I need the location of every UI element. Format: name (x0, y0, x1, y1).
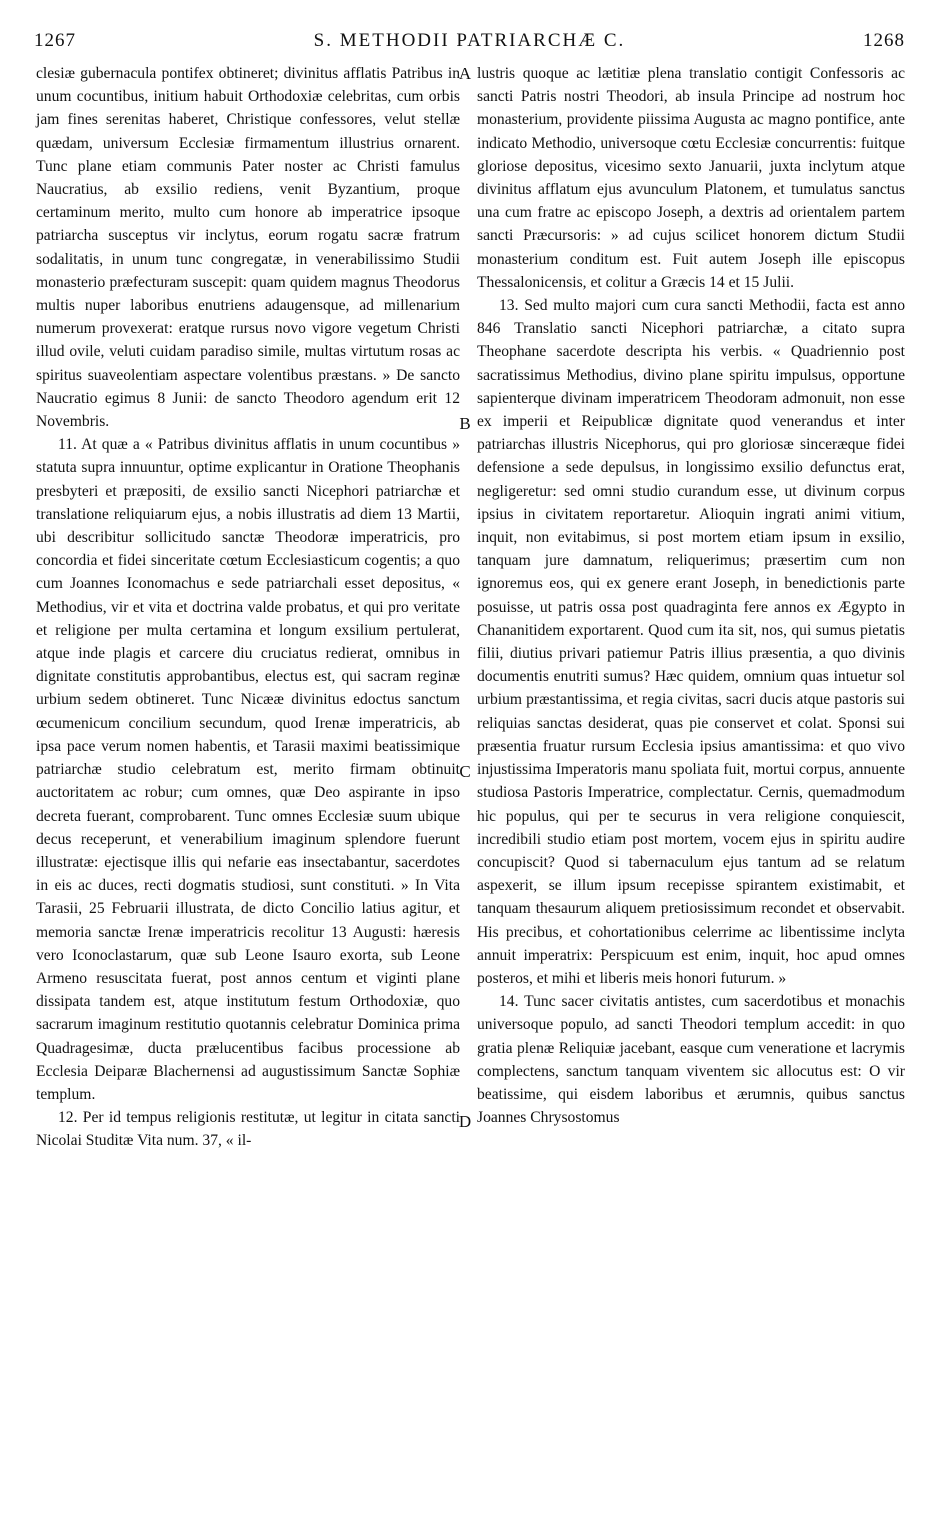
page-header (34, 30, 905, 58)
paragraph: 11. At quæ a « Patribus divinitus afflatis in unum cocuntibus » statuta supra innuuntur, optime explicantur in Oratione Theophanis presbyteri et præpositi, de exsilio sancti Nicephori patriarchæ et translatione reliquiarum ejus, a nobis illustratis ad diem 13 Martii, ubi describitur sollicitudo sanctæ Theodoræ imperatricis, pro concordia et fidei sinceritate cœtum Ecclesiasticum cogentis; a quo cum Joannes Iconomachus e sede patriarchali esset depositus, « Methodius, vir et vita et doctrina valde probatus, et qui pro veritate et religione per multa certamina et longum exsilium pertulerat, atque inde plagis et carcere diu cruciatus redierat, omnibus in dignitate constitutis approbantibus, electus est, qui sacram reginæ urbium sedem obtineret. Tunc Nicææ divinitus edoctus sanctum œcumenicum concilium secundum, quod Irenæ imperatricis, ab ipsa pace verum nomen habentis, et Tarasii maximi beatissimique patriarchæ studio celebratum est, merito firmam obtinuit auctoritatem ac robur; cum omnes, quæ Deo aspirante in ipso decreta fuerant, comprobarent. Tunc omnes Ecclesiæ suum ubique decus receperunt, et venerabilium imaginum splendore fuerunt illustratæ: ejectisque illis qui nefarie eas insectabantur, sacerdotes in eis ac duces, recti dogmatis studiosi, sunt constituti. » In Vita Tarasii, 25 Februarii illustrata, de dicto Concilio latius agitur, et memoria sanctæ Irenæ imperatricis recolitur 13 Augusti: hæresis vero Iconoclastarum, quæ sub Leone Isauro exorta, sub Leone Armeno resuscitata fuerat, post annos centum et viginti plane dissipata tandem est, atque institutum festum Orthodoxiæ, quo sacrarum imaginum restitutio quotannis celebratur Dominica prima Quadragesimæ, ducta prælucentibus facibus processione ab Ecclesia Deiparæ Blachernensi ad augustissimum Sanctæ Sophiæ templum. (36, 436, 460, 1103)
section-marker-b: B (459, 414, 471, 433)
section-marker-d: D (458, 1112, 472, 1131)
paragraph: lustris quoque ac lætitiæ plena translatio contigit Confessoris ac sancti Patris nostri Theodori, ab insula Principe ad nostrum hoc monasterium, providente piissima Augusta ac magno pontifice, ante indicato Methodio, universoque cœtu Ecclesiæ concurrentis: fuitque gloriose depositus, vicesimo sexto Januarii, juxta inclytum atque divinitus afflatum ejus avunculum Platonem, et tumulatus sanctus una cum fratre ac episcopo Joseph, a dextris ad orientalem partem sancti Præcursoris: » ad cujus scilicet honorem dictum Studii monasterium conditum est. Fuit autem Joseph ille episcopus Thessalonicensis, et colitur a Græcis 14 et 15 Julii. (477, 65, 905, 291)
paragraph: 13. Sed multo majori cum cura sancti Methodii, facta est anno 846 Translatio sancti Nicephori patriarchæ, a citato supra Theophane sacerdote descripta his verbis. « Quadriennio post sacratissimus Methodius, divino plane spiritu impulsus, opportune sapienterque divinam imperatricem Theodoram admonuit, non esse ex imperii et Reipublicæ dignitate quod venerandus et inter patriarchas illustris Nicephorus, qui pro gloriosæ sinceræque fidei defensione a sede depulsus, in longissimo exsilio defunctus erat, negligeretur: sed omni studio curandum esse, ut divinum corpus ipsius in civitatem reportaretur. Alioquin ingrati animi vitium, inquit, non evitabimus, si post mortem etiam ipsum in exsilio, tanquam jure damnatum, reliquerimus; præsertim cum non ignoremus eos, qui ex genere erant Joseph, in benedictionis parte posuisse, ut patris ossa post quadraginta fere annos ex Ægypto in Chananitidem exportarent. Quod cum ita sit, nos, qui sumus pietatis filii, diutius privari patiemur Patris illius præsentia, a quo divinis documentis enutriti sumus? Hæc quidem, omnium quas intuetur sol urbium præstantissima, et regia civitas, sacri ducis atque pastoris sui reliquias sanctas desiderat, quas pie conservet et colat. Sponsi sui præsentia fruatur rursum Ecclesia ipsius amantissima: et quo vivo injustissima Imperatoris manu spoliata fuit, mortui corpus, annuente studiosa Pastoris Imperatrice, complectatur. Cernis, quemadmodum hic populus, qui per te securus in vera religione conquiescit, incredibili studio etiam post mortem, vocem ejus in spiritu audire concupiscit? Quod si tabernaculum ejus tantum ad se relatum aspexerit, se illum ipsum recepisse spirantem existimabit, et tanquam thesaurum aliquem pretiosissimum recondet et observabit. His precibus, et cohortationibus celerrime ac libentissime inclyta annuit imperatrix: Perspicuum est enim, inquit, hoc apud omnes posteros, et mihi et liberis meis honori futurum. » (477, 297, 905, 987)
left-column (36, 62, 460, 1153)
paragraph: clesiæ gubernacula pontifex obtineret; divinitus afflatis Patribus in unum cocuntibus, initium habuit Orthodoxiæ celebritas, cum orbis jam fines serenitas haberet, Christique confessores, velut stellæ quædam, universum Ecclesiæ firmamentum illustrius ornarent. Tunc plane etiam communis Pater noster ac Christi famulus Naucratius, ab exsilio rediens, venit Byzantium, proque certaminum merito, multo cum honore ab imperatrice ipsoque patriarcha susceptus vir inclytus, eorum rogatu sacræ fratrum sodalitatis, in unum tunc congregatæ, in venerabilissimo Studii monasterio præfecturam suscepit: quam quidem magnus Theodorus multis nuper laboribus enutriens adaugensque, ad millenarium numerum provexerat: eratque rursus novo vigore vegetum Christi illud ovile, veluti cuidam paradiso simile, multas virtutum rosas ac spiritus suaveolentiam aspectare volentibus præstans. » De sancto Naucratio egimus 8 Junii: de sancto Theodoro agendum erit 12 Novembris. (36, 65, 460, 431)
section-marker-c: C (459, 762, 471, 781)
paragraph: 12. Per id tempus religionis restitutæ, ut legitur in citata sancti Nicolai Studitæ Vita num. 37, « il- (36, 1109, 460, 1150)
page-number-left: 1267 (34, 30, 76, 51)
page-number-right: 1268 (863, 30, 905, 51)
right-column (477, 62, 905, 1129)
paragraph: 14. Tunc sacer civitatis antistes, cum sacerdotibus et monachis universoque populo, ad sancti Theodori templum accedit: in quo gratia plenæ Reliquiæ jacebant, easque cum veneratione et lacrymis complectens, sanctum tanquam viventem sic allocutus est: O vir beatissime, qui eisdem laboribus et ærumnis, quibus sanctus Joannes Chrysostomus (477, 993, 905, 1127)
running-title: S. METHODII PATRIARCHÆ C. (313, 30, 626, 51)
section-marker-a: A (458, 64, 472, 83)
